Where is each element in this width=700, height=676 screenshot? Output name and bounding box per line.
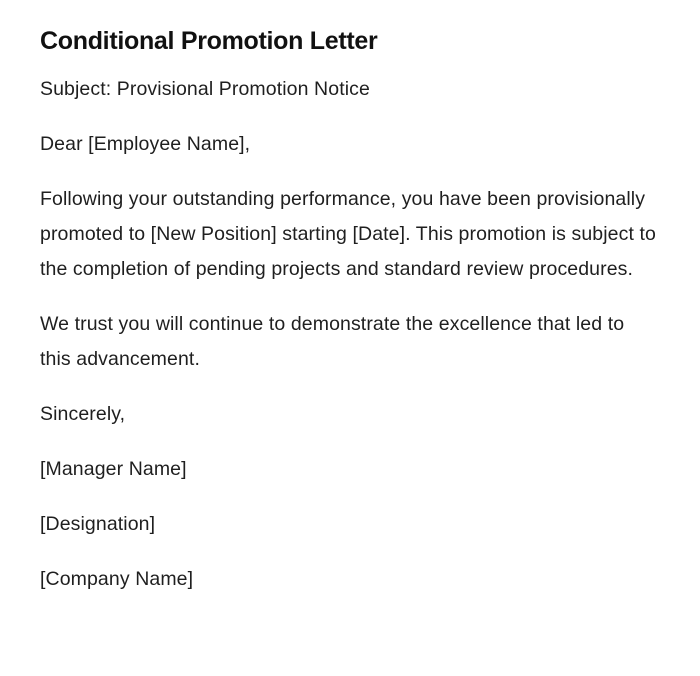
salutation: Dear [Employee Name], — [40, 133, 251, 155]
subject-line: Subject: Provisional Promotion Notice — [40, 78, 370, 100]
document-title: Conditional Promotion Letter — [40, 27, 378, 55]
body-paragraph-encouragement: We trust you will continue to demonstrate the excellence that led to this advancement. — [40, 313, 625, 370]
signature-manager-name: [Manager Name] — [40, 458, 187, 480]
signature-designation: [Designation] — [40, 513, 156, 535]
signature-company-name: [Company Name] — [40, 568, 194, 590]
body-paragraph-promotion: Following your outstanding performance, you have been provisionally promoted to [New Position] starting [Date]. This promotion is subject to the completion of pending projects and standard review procedures. — [40, 188, 656, 280]
closing: Sincerely, — [40, 403, 126, 425]
